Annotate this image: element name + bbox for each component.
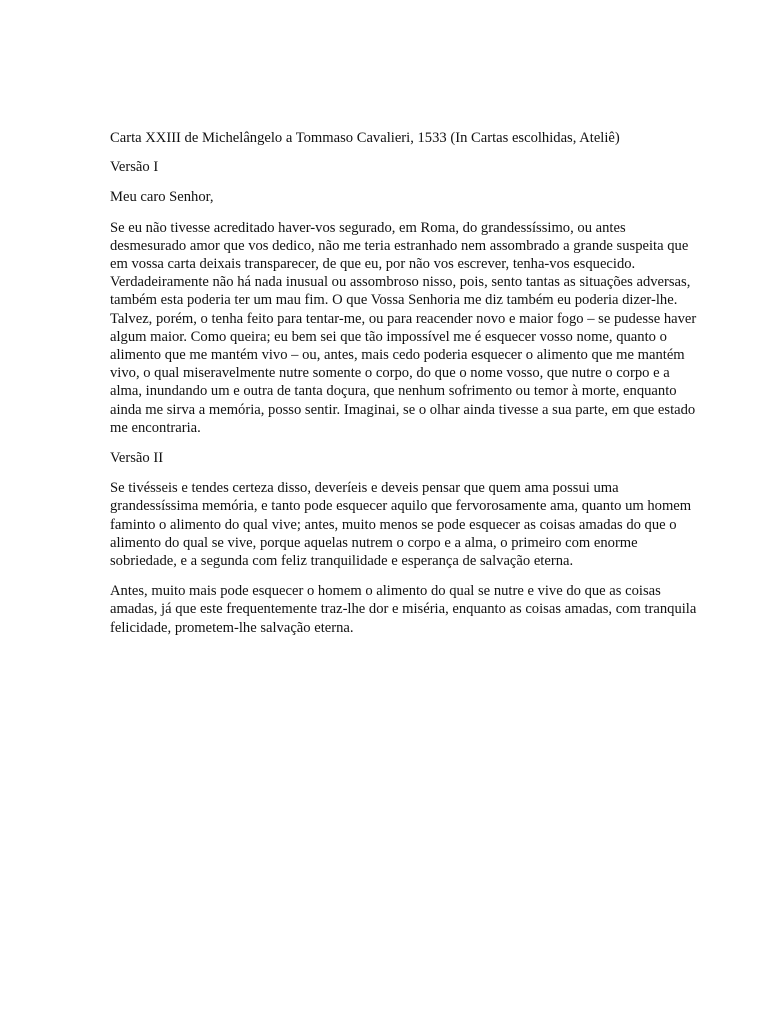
- document-title: Carta XXIII de Michelângelo a Tommaso Cavalieri, 1533 (In Cartas escolhidas, Ateliê): [110, 130, 620, 146]
- version-2-paragraph-1: Se tivésseis e tendes certeza disso, deveríeis e deveis pensar que quem ama possui uma grandessíssima memória, e tanto pode esquecer aquilo que fervorosamente ama, quanto um homem faminto o alimento do qual vive; antes, muito menos se pode esquecer as coisas amadas do que o alimento do qual se vive, porque aquelas nutrem o corpo e a alma, o primeiro com enorme sobriedade, e a segunda com feliz tranquilidade e esperança de salvação eterna.: [110, 480, 692, 570]
- version-2-paragraph-2: Antes, muito mais pode esquecer o homem o alimento do qual se nutre e vive do que as coisas amadas, já que este frequentemente traz-lhe dor e miséria, enquanto as coisas amadas, com tranquila felicidade, prometem-lhe salvação eterna.: [110, 583, 697, 636]
- letter-text: [110, 129, 700, 649]
- version-1-heading: Versão I: [110, 159, 159, 176]
- salutation: Meu caro Senhor,: [110, 189, 214, 206]
- version-1-paragraph: Se eu não tivesse acreditado haver-vos segurado, em Roma, do grandessíssimo, ou antes desmesurado amor que vos dedico, não me teria estranhado nem assombrado a grande suspeita que em vossa carta deixais transparecer, de que eu, por não vos escrever, tenha-vos esquecido. Verdadeiramente não há nada inusual ou assombroso nisso, pois, sento tantas as situações adversas, também esta poderia ter um mau fim. O que Vossa Senhoria me diz também eu poderia dizer-lhe. Talvez, porém, o tenha feito para tentar-me, ou para reacender novo e maior fogo – se pudesse haver algum maior. Como queira; eu bem sei que tão impossível me é esquecer vosso nome, quanto o alimento que me mantém vivo – ou, antes, mais cedo poderia esquecer o alimento que me mantém vivo, o qual miseravelmente nutre somente o corpo, do que o nome vosso, que nutre o corpo e a alma, inundando um e outra de tanta doçura, que nenhum sofrimento ou temor à morte, enquanto ainda me sirva a memória, posso sentir. Imaginai, se o olhar ainda tivesse a sua parte, em que estado me encontraria.: [110, 219, 697, 436]
- version-2-heading: Versão II: [110, 450, 164, 467]
